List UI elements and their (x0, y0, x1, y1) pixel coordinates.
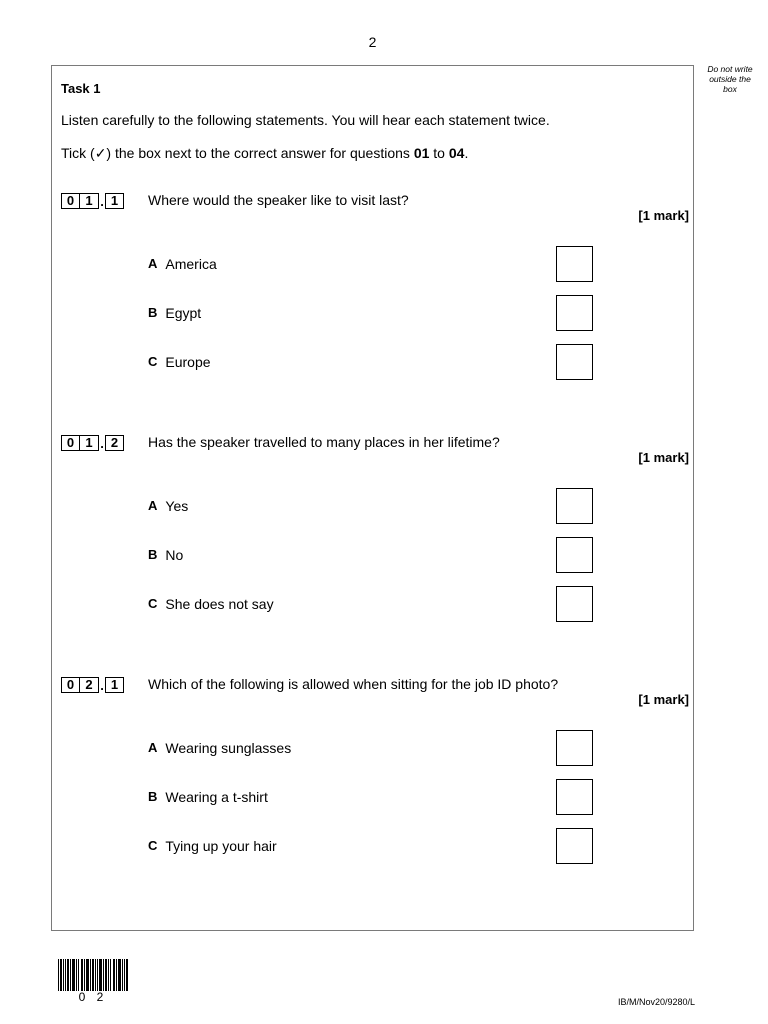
question-text: Where would the speaker like to visit last? (148, 192, 409, 208)
answer-tick-box[interactable] (556, 828, 593, 864)
barcode (58, 959, 128, 991)
option-row (148, 305, 201, 321)
option-text: Wearing a t-shirt (165, 789, 268, 805)
option-letter: C (148, 838, 158, 853)
instruction-tick (61, 145, 468, 162)
margin-note (700, 64, 760, 94)
option-text: No (165, 547, 184, 563)
question-digit-box: 1 (105, 193, 124, 209)
option-row (148, 354, 211, 370)
instruction-question-end: 04 (448, 145, 465, 161)
paper-reference: IB/M/Nov20/9280/L (618, 997, 696, 1007)
question-digit-box: 1 (80, 193, 99, 209)
instruction-tick-text: Tick (✓) the box next to the correct answer for questions (61, 145, 414, 161)
margin-note-line: outside the (709, 74, 751, 84)
task-title: Task 1 (61, 81, 101, 96)
margin-note-line: Do not write (707, 64, 753, 74)
question-digit-box: 1 (80, 435, 99, 451)
answer-tick-box[interactable] (556, 537, 593, 573)
question-digit-box: 2 (80, 677, 99, 693)
answer-tick-box[interactable] (556, 488, 593, 524)
option-text: Yes (165, 498, 189, 514)
page-number: 2 (368, 34, 377, 50)
question-dot: . (100, 194, 104, 209)
question-number (61, 677, 124, 693)
option-row (148, 789, 268, 805)
question-text: Which of the following is allowed when sitting for the job ID photo? (148, 676, 559, 692)
option-text: Wearing sunglasses (165, 740, 292, 756)
barcode-number: 0 2 (78, 990, 108, 1004)
question-mark: [1 mark] (638, 692, 689, 707)
question-digit-box: 1 (105, 677, 124, 693)
option-text: Egypt (165, 305, 202, 321)
option-text: She does not say (165, 596, 274, 612)
option-text: Europe (165, 354, 211, 370)
question-number (61, 435, 124, 451)
option-letter: C (148, 596, 158, 611)
instruction-question-start: 01 (413, 145, 430, 161)
instruction-to: to (429, 145, 449, 161)
question-digit-box: 0 (61, 677, 80, 693)
option-row (148, 596, 274, 612)
question-dot: . (100, 678, 104, 693)
option-letter: A (148, 498, 158, 513)
answer-tick-box[interactable] (556, 779, 593, 815)
answer-tick-box[interactable] (556, 295, 593, 331)
answer-tick-box[interactable] (556, 344, 593, 380)
question-digit-box: 0 (61, 193, 80, 209)
answer-tick-box[interactable] (556, 246, 593, 282)
option-letter: B (148, 547, 158, 562)
option-text: America (165, 256, 217, 272)
question-mark: [1 mark] (638, 208, 689, 223)
option-text: Tying up your hair (165, 838, 277, 854)
margin-note-line: box (723, 84, 737, 94)
instruction-listen: Listen carefully to the following statements. You will hear each statement twice. (61, 112, 550, 128)
option-row (148, 547, 183, 563)
option-row (148, 838, 277, 854)
option-row (148, 498, 188, 514)
option-letter: C (148, 354, 158, 369)
question-number (61, 193, 124, 209)
option-row (148, 256, 217, 272)
question-digit-box: 0 (61, 435, 80, 451)
question-mark: [1 mark] (638, 450, 689, 465)
instruction-period: . (464, 145, 469, 161)
question-dot: . (100, 436, 104, 451)
question-digit-box: 2 (105, 435, 124, 451)
answer-tick-box[interactable] (556, 586, 593, 622)
option-letter: B (148, 789, 158, 804)
question-text: Has the speaker travelled to many places in her lifetime? (148, 434, 500, 450)
option-row (148, 740, 291, 756)
answer-tick-box[interactable] (556, 730, 593, 766)
option-letter: A (148, 740, 158, 755)
option-letter: B (148, 305, 158, 320)
option-letter: A (148, 256, 158, 271)
